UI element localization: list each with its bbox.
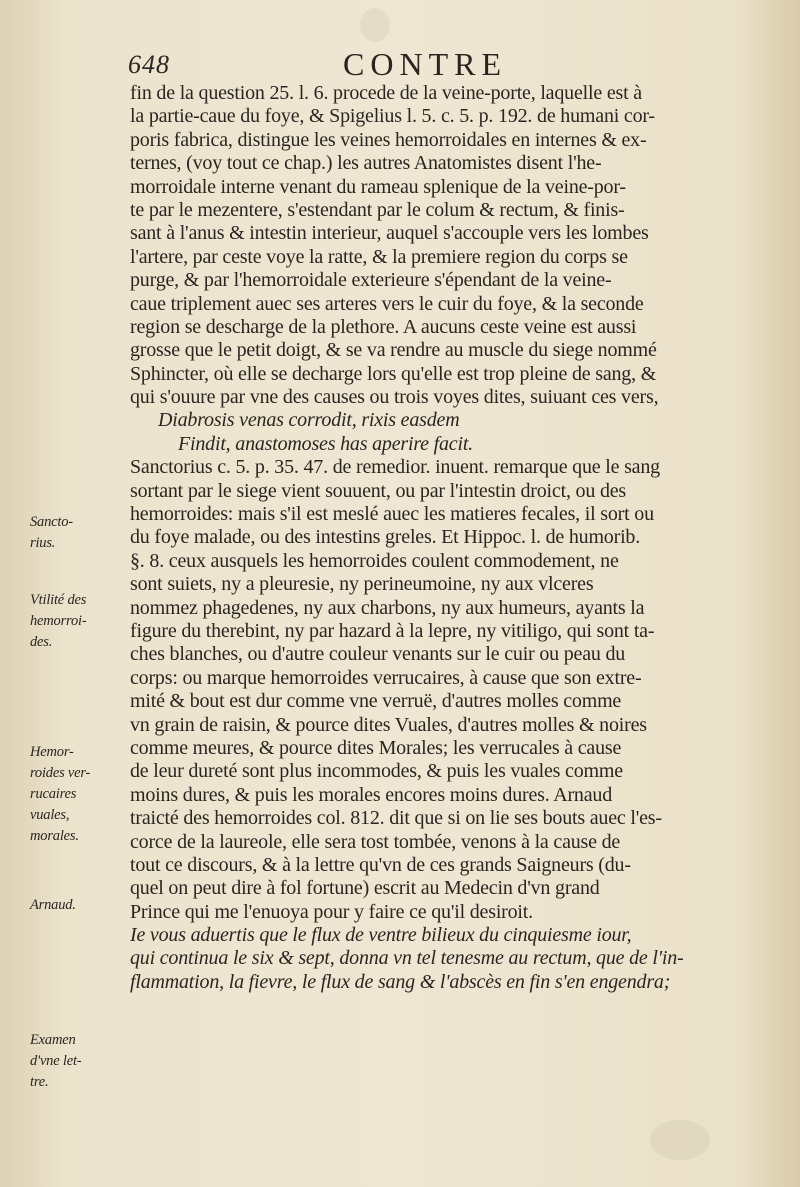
text-line: tout ce discours, & à la lettre qu'vn de ces grands Saigneurs (du- — [130, 853, 631, 876]
text-line: poris fabrica, distingue les veines hemorroidales en internes & ex- — [130, 128, 647, 151]
text-line: region se descharge de la plethore. A aucuns ceste veine est aussi — [130, 315, 637, 338]
margin-note-sanctorius — [30, 512, 122, 554]
text-line: ternes, (voy tout ce chap.) les autres Anatomistes disent l'he- — [130, 152, 602, 175]
letter-quote-line: Ie vous aduertis que le flux de ventre bilieux du cinquiesme iour, — [130, 924, 632, 947]
margin-note-line: Arnaud. — [30, 897, 76, 913]
text-line: Prince qui me l'enuoya pour y faire ce qu'il desiroit. — [130, 900, 533, 923]
text-line: sont suiets, ny a pleuresie, ny perineumoine, ny aux vlceres — [130, 573, 594, 596]
text-line: morroidale interne venant du rameau splenique de la veine-por- — [130, 175, 626, 198]
text-line: corce de la laureole, elle sera tost tombée, venons à la cause de — [130, 830, 621, 853]
text-line: corps: ou marque hemorroides verrucaires, à cause que son extre- — [130, 666, 642, 689]
ink-smudge — [360, 8, 390, 42]
text-line: qui s'ouure par vne des causes ou trois voyes dites, suiuant ces vers, — [130, 386, 659, 409]
text-line: moins dures, & puis les morales encores moins dures. Arnaud — [130, 783, 613, 806]
margin-note-line: Hemor- — [30, 744, 74, 760]
verse-line: Findit, anastomoses has aperire facit. — [178, 432, 473, 455]
text-line: sant à l'anus & intestin interieur, auquel s'accouple vers les lombes — [130, 222, 649, 245]
text-line: l'artere, par ceste voye la ratte, & la premiere region du corps se — [130, 245, 628, 268]
text-line: Sphincter, où elle se decharge lors qu'elle est trop pleine de sang, & — [130, 362, 657, 385]
margin-note-examen — [30, 1030, 122, 1093]
margin-note-line: Sancto- — [30, 514, 73, 530]
margin-note-hemorroides — [30, 742, 122, 847]
text-line: figure du therebint, ny par hazard à la lepre, ny vitiligo, qui sont ta- — [130, 619, 655, 642]
text-line: grosse que le petit doigt, & se va rendre au muscle du siege nommé — [130, 339, 657, 362]
text-line: hemorroides: mais s'il est meslé auec les matieres fecales, il sort ou — [130, 503, 654, 526]
text-line: mité & bout est dur comme vne verruë, d'autres molles comme — [130, 690, 622, 713]
text-line: traicté des hemorroides col. 812. dit que si on lie ses bouts auec l'es- — [130, 807, 662, 830]
margin-note-line: rucaires — [30, 786, 77, 802]
text-line: Sanctorius c. 5. p. 35. 47. de remedior. inuent. remarque que le sang — [130, 456, 660, 479]
running-head: CONTRE — [343, 46, 507, 82]
letter-quote-line: qui continua le six & sept, donna vn tel tenesme au rectum, que de l'in- — [130, 947, 684, 970]
text-line: la partie-caue du foye, & Spigelius l. 5. c. 5. p. 192. de humani cor- — [130, 105, 655, 128]
ink-smudge — [650, 1120, 710, 1160]
text-line: comme meures, & pource dites Morales; les verrucales à cause — [130, 736, 622, 759]
main-text — [130, 82, 736, 994]
letter-quote-line: flammation, la fievre, le flux de sang & l'abscès en fin s'en engendra; — [130, 970, 671, 993]
margin-note-arnaud — [30, 895, 122, 916]
margin-note-line: Vtilité des — [30, 592, 87, 608]
margin-note-line: roides ver- — [30, 765, 91, 781]
text-line: quel on peut dire à fol fortune) escrit au Medecin d'vn grand — [130, 877, 600, 900]
margin-note-line: d'vne let- — [30, 1053, 82, 1069]
text-line: vn grain de raisin, & pource dites Vuales, d'autres molles & noires — [130, 713, 647, 736]
verse-line: Diabrosis venas corrodit, rixis easdem — [158, 409, 460, 432]
text-line: caue triplement auec ses arteres vers le cuir du foye, & la seconde — [130, 292, 644, 315]
text-line: purge, & par l'hemorroidale exterieure s'épendant de la veine- — [130, 269, 612, 292]
text-line: sortant par le siege vient souuent, ou par l'intestin droict, ou des — [130, 479, 626, 502]
margin-note-utilite — [30, 590, 122, 653]
text-line: du foye malade, ou des intestins greles. Et Hippoc. l. de humorib. — [130, 526, 641, 549]
page-number: 648 — [128, 50, 170, 79]
margin-note-line: tre. — [30, 1074, 49, 1090]
text-line: §. 8. ceux ausquels les hemorroides coulent commodement, ne — [130, 549, 619, 572]
text-line: ches blanches, ou d'autre couleur venants sur le cuir ou peau du — [130, 643, 626, 666]
text-line: nommez phagedenes, ny aux charbons, ny aux humeurs, ayants la — [130, 596, 645, 619]
text-line: te par le mezentere, s'estendant par le colum & rectum, & finis- — [130, 198, 625, 221]
margin-note-line: morales. — [30, 828, 79, 844]
text-line: de leur dureté sont plus incommodes, & puis les vuales comme — [130, 760, 623, 783]
margin-note-line: vuales, — [30, 807, 70, 823]
margin-note-line: Examen — [30, 1032, 76, 1048]
margin-note-line: hemorroi- — [30, 613, 87, 629]
margin-note-line: rius. — [30, 535, 56, 551]
margin-note-line: des. — [30, 634, 53, 650]
text-line: fin de la question 25. l. 6. procede de la veine-porte, laquelle est à — [130, 82, 642, 104]
